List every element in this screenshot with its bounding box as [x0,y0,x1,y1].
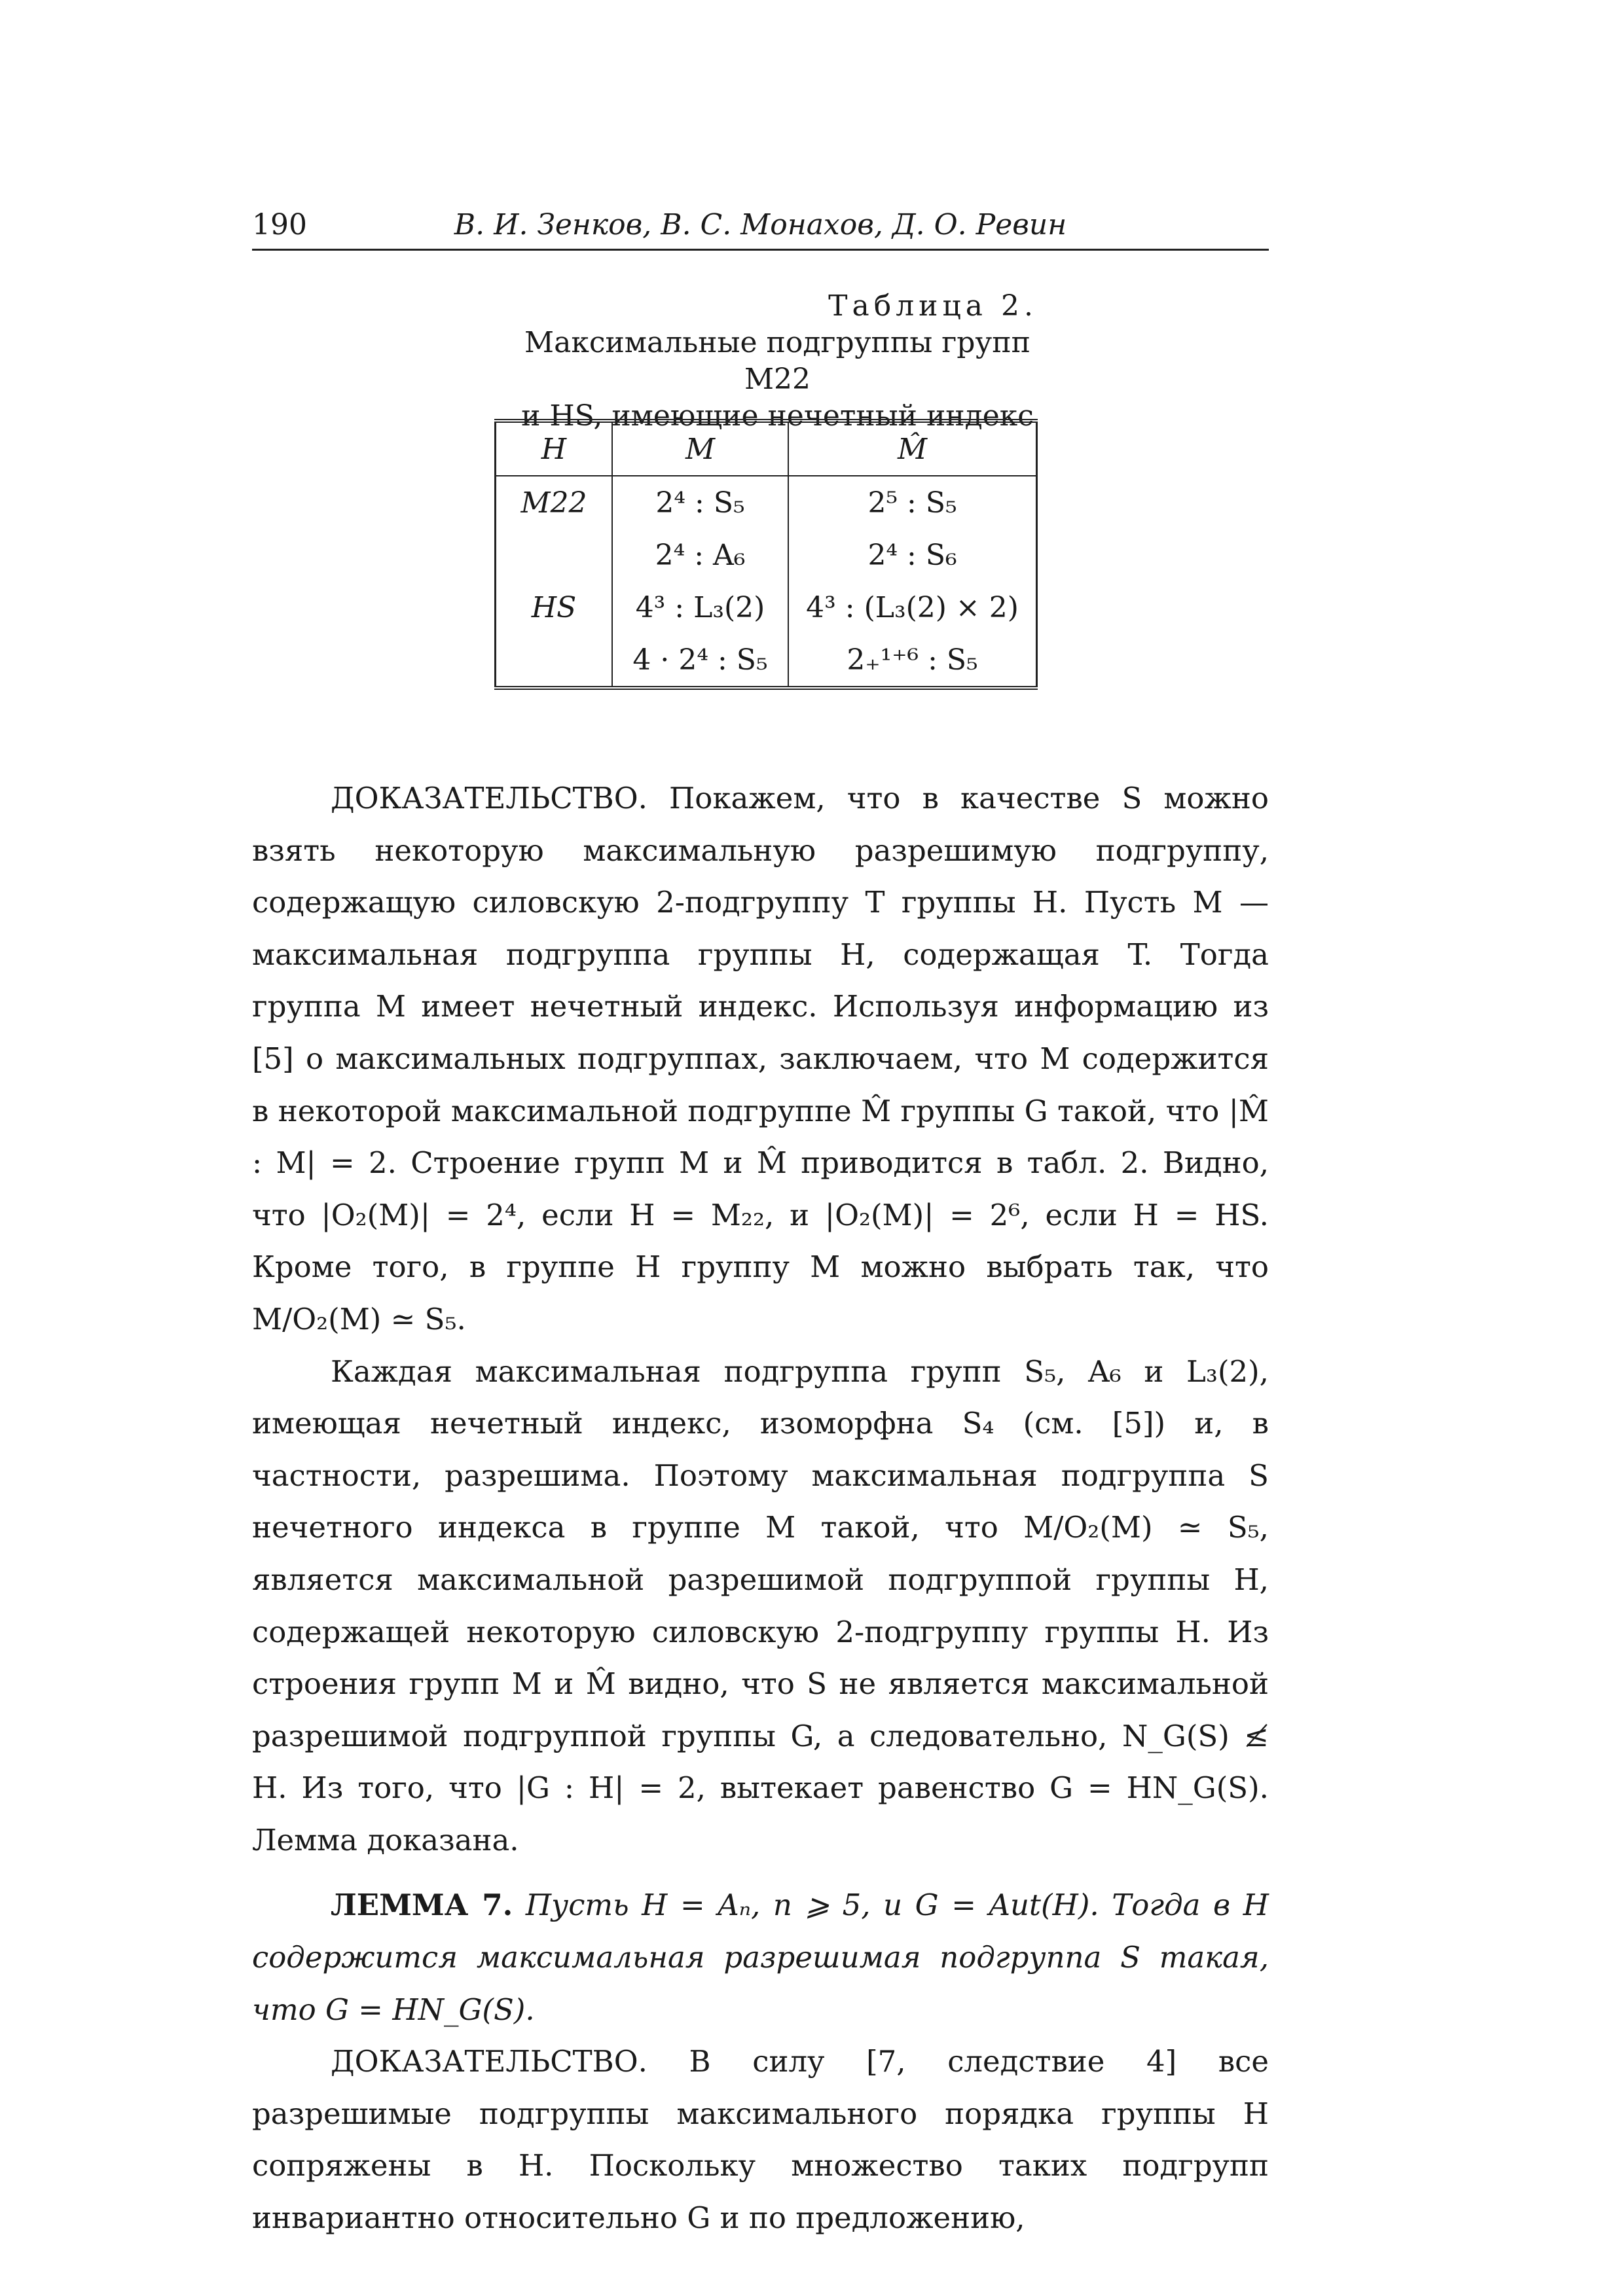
subgroups-table [494,419,1038,690]
lemma-label: ЛЕММА 7. [331,1888,513,1923]
table-cell: 2₊¹⁺⁶ : S₅ [788,634,1036,688]
table-caption-line-1: Максимальные подгруппы групп M22 [524,326,1030,396]
page-header [252,196,1269,251]
table-row [496,476,1037,529]
table-cell: 4³ : L₃(2) [612,581,788,634]
lemma-statement: Пусть H = Aₙ, n ⩾ 5, и G = Aut(H). Тогда в H содержится максимальная разрешимая подгруппа S такая, что G = HN_G(S). [252,1888,1269,2027]
proof-paragraph-3: ДОКАЗАТЕЛЬСТВО. В силу [7, следствие 4] все разрешимые подгруппы максимального порядка группы H сопряжены в H. Поскольку множество таких подгрупп инвариантно относительно G и по предложению, [252,2044,1269,2236]
table-row [496,529,1037,581]
table-label: Таблица 2. [828,289,1038,323]
table-cell [496,634,612,688]
table-cell: 2⁴ : A₆ [612,529,788,581]
table-header-row [496,421,1037,476]
table-cell: 4 · 2⁴ : S₅ [612,634,788,688]
table-row [496,581,1037,634]
running-head: В. И. Зенков, В. С. Монахов, Д. О. Ревин [454,208,1067,242]
proof-paragraph-1: ДОКАЗАТЕЛЬСТВО. Покажем, что в качестве S можно взять некоторую максимальную разрешимую подгруппу, содержащую силовскую 2-подгруппу T группы H. Пусть M — максимальная подгруппа группы H, содержащая T. Тогда группа M имеет нечетный индекс. Используя информацию из [5] о максимальных подгруппах, заключаем, что M содержится в некоторой максимальной подгруппе M̂ группы G такой, что |M̂ : M| = 2. Строение групп M и M̂ приводится в табл. 2. Видно, что |O₂(M)| = 2⁴, если H = M₂₂, и |O₂(M)| = 2⁶, если H = HS. Кроме того, в группе H группу M можно выбрать так, что M/O₂(M) ≃ S₅. [252,781,1269,1336]
proof-paragraph-2: Каждая максимальная подгруппа групп S₅, A₆ и L₃(2), имеющая нечетный индекс, изоморфна S₄ (см. [5]) и, в частности, разрешима. Поэтому максимальная подгруппа S нечетного индекса в группе M такой, что M/O₂(M) ≃ S₅, является максимальной разрешимой подгруппой группы H, содержащей некоторую силовскую 2-подгруппу группы H. Из строения групп M и M̂ видно, что S не является максимальной разрешимой подгруппой группы G, а следовательно, N_G(S) ≰ H. Из того, что |G : H| = 2, вытекает равенство G = HN_G(S). Лемма доказана. [252,1354,1269,1857]
table-row [496,634,1037,688]
table-cell: 2⁴ : S₅ [612,476,788,529]
column-header: M̂ [788,421,1036,476]
table-caption-line-2: и HS, имеющие нечетный индекс [521,399,1034,433]
column-header: M [612,421,788,476]
column-header: H [496,421,612,476]
body-text [252,772,1269,2244]
table-cell: 2⁴ : S₆ [788,529,1036,581]
table-cell: 2⁵ : S₅ [788,476,1036,529]
page-number: 190 [252,208,307,242]
table-cell [496,529,612,581]
table-caption [458,288,1038,435]
lemma-7 [252,1879,1269,2036]
table-cell: M22 [496,476,612,529]
table-cell: HS [496,581,612,634]
table-cell: 4³ : (L₃(2) × 2) [788,581,1036,634]
